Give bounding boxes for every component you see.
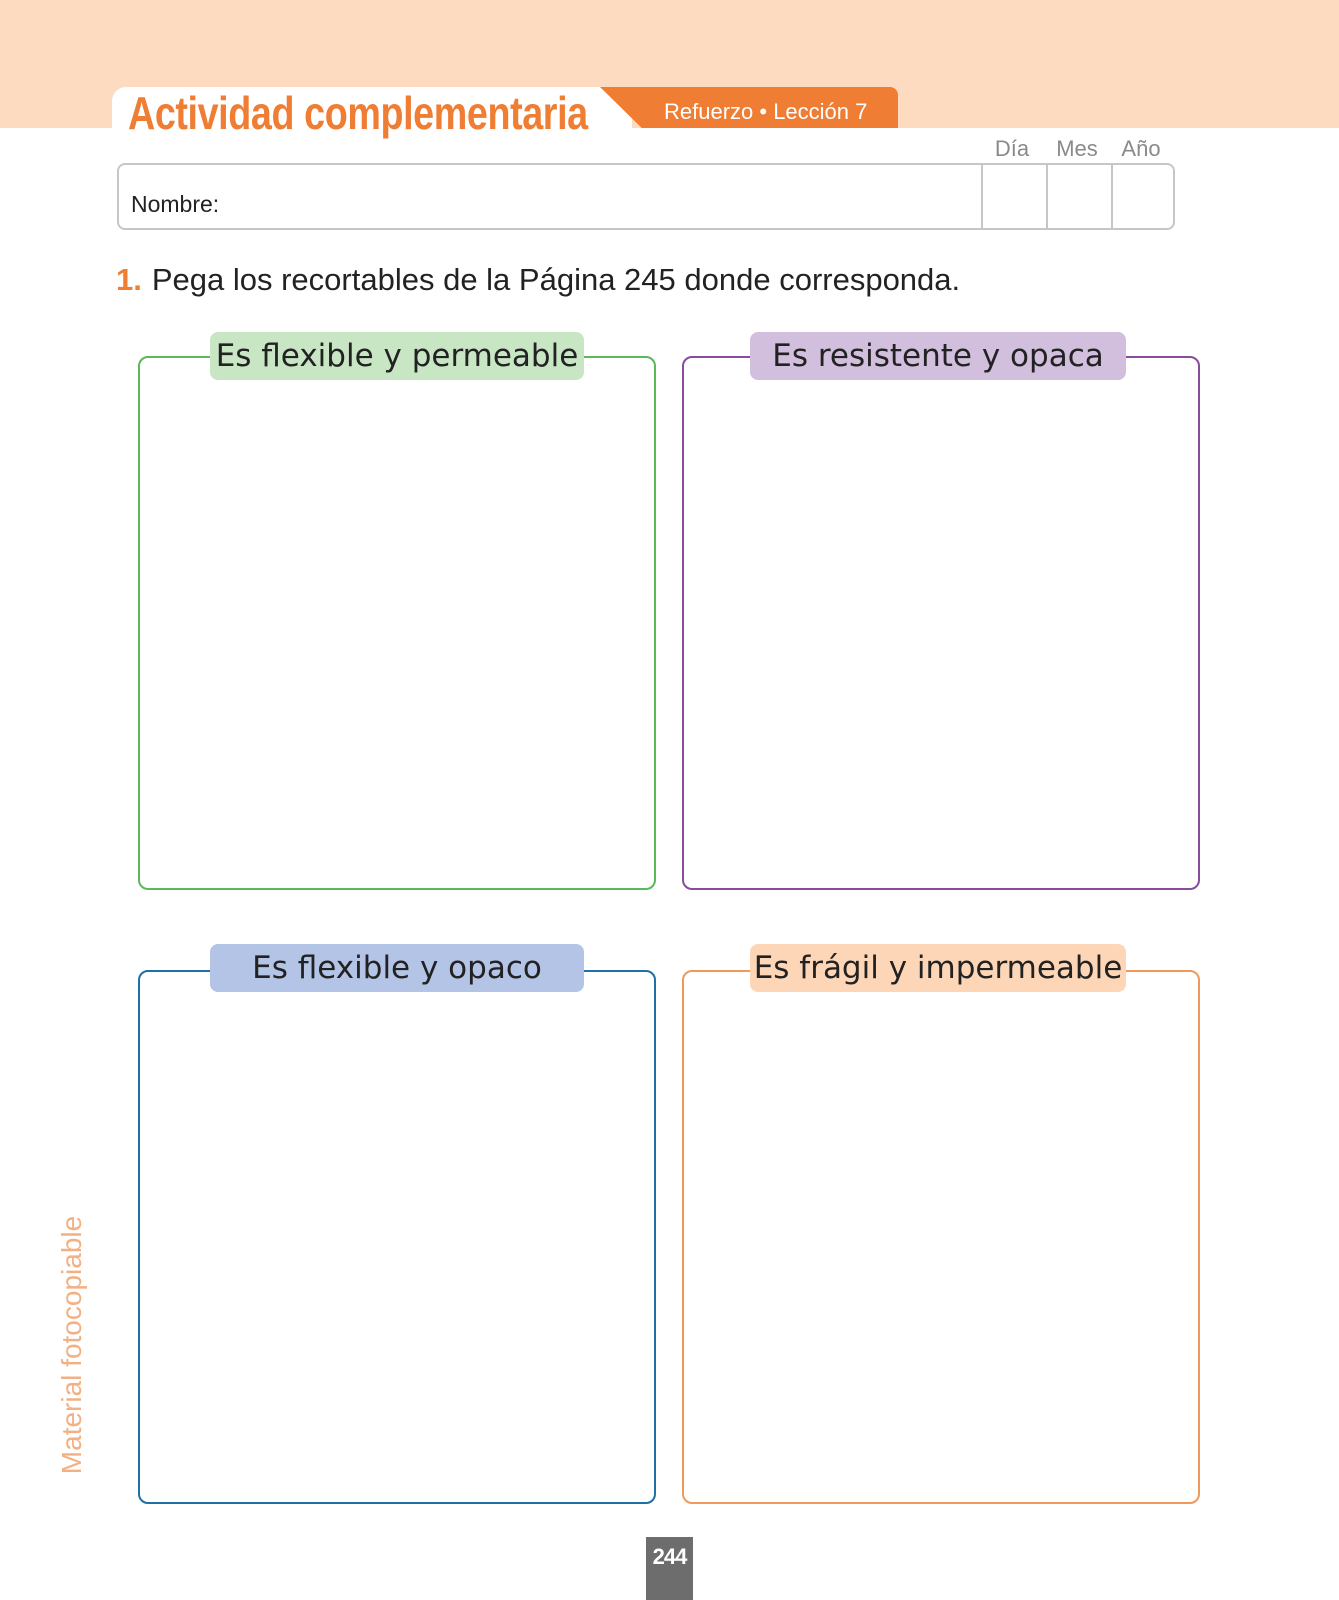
photocopy-notice: Material fotocopiable (56, 1215, 87, 1475)
page-number: 244 (646, 1537, 693, 1600)
name-label: Nombre: (131, 191, 220, 217)
panel-label-flexible-permeable: Es flexible y permeable (210, 332, 584, 380)
panel-label-flexible-opaco: Es flexible y opaco (210, 944, 584, 992)
panel-flexible-opaco[interactable] (138, 970, 656, 1504)
day-field[interactable] (981, 165, 1047, 228)
panel-resistente-opaca[interactable] (682, 356, 1200, 890)
panel-label-fragil-impermeable: Es frágil y impermeable (750, 944, 1126, 992)
lesson-tag: Refuerzo • Lección 7 (664, 99, 868, 124)
year-field[interactable] (1111, 165, 1175, 228)
panel-flexible-permeable[interactable] (138, 356, 656, 890)
year-label: Año (1121, 136, 1161, 161)
panel-fragil-impermeable[interactable] (682, 970, 1200, 1504)
month-label: Mes (1056, 136, 1098, 161)
page-title: Actividad complementaria (128, 87, 588, 139)
name-form (117, 163, 1175, 230)
panel-label-resistente-opaca: Es resistente y opaca (750, 332, 1126, 380)
question-text: Pega los recortables de la Página 245 donde corresponda. (151, 262, 961, 297)
month-field[interactable] (1046, 165, 1112, 228)
day-label: Día (994, 136, 1030, 161)
question-number: 1. (116, 262, 142, 297)
question (116, 262, 960, 298)
